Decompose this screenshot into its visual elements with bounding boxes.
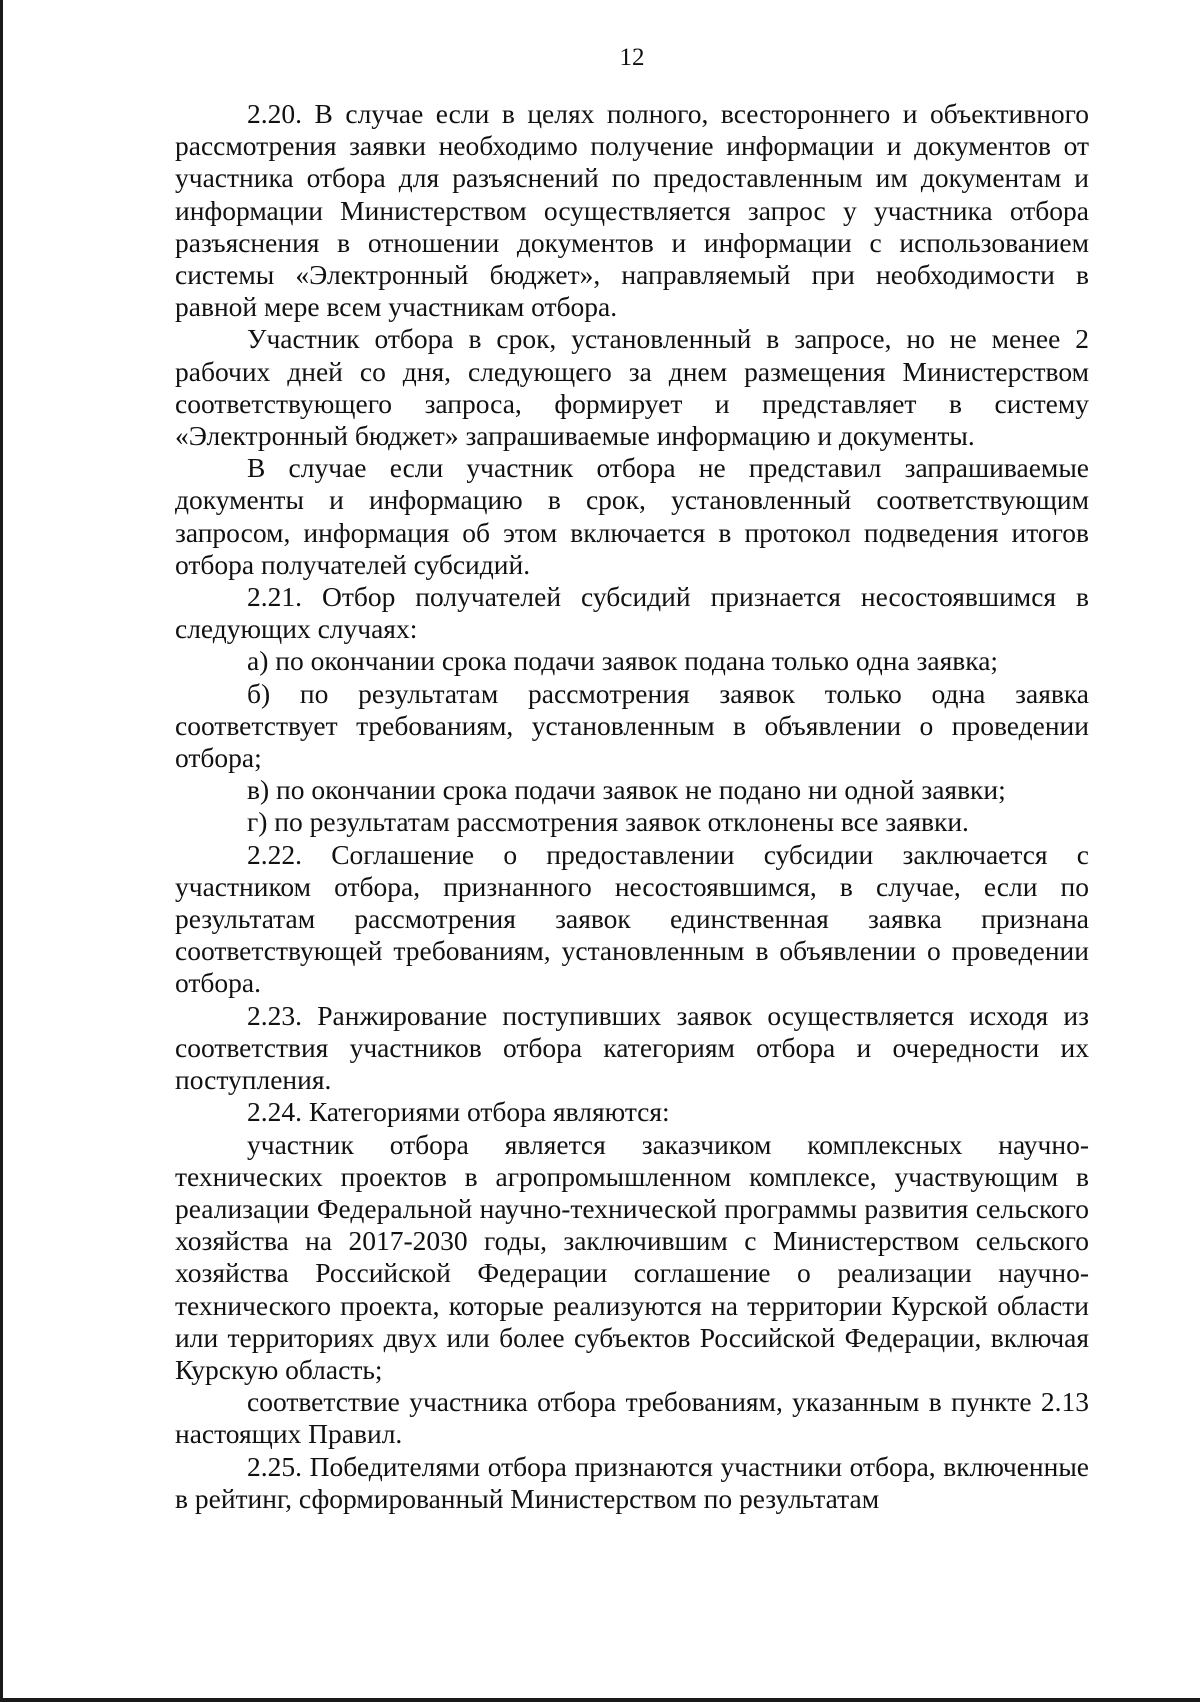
scan-edge-left [0,0,3,1702]
paragraph-2-20-response: Участник отбора в срок, установленный в запросе, но не менее 2 рабочих дней со дня, следующего за днем размещения Министерством соответствующего запроса, формирует и представляет в систему «Электронный бюджет» запрашиваемые информацию и документы. [175,323,1089,452]
paragraph-2-20-missing: В случае если участник отбора не представил запрашиваемые документы и информацию в срок, установленный соответствующим запросом, информация об этом включается в протокол подведения итогов отбора получателей субсидий. [175,452,1089,580]
list-item-2-21-a: а) по окончании срока подачи заявок подана только одна заявка; [247,645,999,677]
category-item-1: участник отбора является заказчиком комплексных научно-технических проектов в агропромышленном комплексе, участвующим в реализации Федеральной научно-технической программы развития сельского хозяйства на 2017-2030 годы, заключившим с Министерством сельского хозяйства Российской Федерации соглашение о реализации научно-технического проекта, которые реализуются на территории Курской области или территориях двух или более субъектов Российской Федерации, включая Курскую область; [175,1128,1089,1385]
paragraph-2-23: 2.23. Ранжирование поступивших заявок осуществляется исходя из соответствия участников отбора категориям отбора и очередности их поступления. [175,999,1089,1096]
paragraph-2-21: 2.21. Отбор получателей субсидий признается несостоявшимся в следующих случаях: [175,581,1089,645]
page-number: 12 [619,44,645,71]
list-item-2-21-g: г) по результатам рассмотрения заявок отклонены все заявки. [247,806,969,838]
document-page [175,0,1089,1515]
list-item-2-21-v: в) по окончании срока подачи заявок не подано ни одной заявки; [247,774,1006,806]
paragraph-2-20: 2.20. В случае если в целях полного, всестороннего и объективного рассмотрения заявки необходимо получение информации и документов от участника отбора для разъяснений по предоставленным им документам и информации Министерством осуществляется запрос у участника отбора разъяснения в отношении документов и информации с использованием системы «Электронный бюджет», направляемый при необходимости в равной мере всем участникам отбора. [175,98,1089,323]
category-item-2: соответствие участника отбора требованиям, указанным в пункте 2.13 настоящих Правил. [175,1386,1089,1450]
paragraph-2-22: 2.22. Соглашение о предоставлении субсидии заключается с участником отбора, признанного несостоявшимся, в случае, если по результатам рассмотрения заявок единственная заявка признана соответствующей требованиям, установленным в объявлении о проведении отбора. [175,838,1089,999]
list-item-2-21-b: б) по результатам рассмотрения заявок только одна заявка соответствует требованиям, установленным в объявлении о проведении отбора; [175,677,1089,774]
paragraph-2-24: 2.24. Категориями отбора являются: [247,1096,670,1128]
paragraph-2-25: 2.25. Победителями отбора признаются участники отбора, включенные в рейтинг, сформированный Министерством по результатам [175,1450,1089,1514]
scan-edge-bottom [0,1698,1200,1702]
